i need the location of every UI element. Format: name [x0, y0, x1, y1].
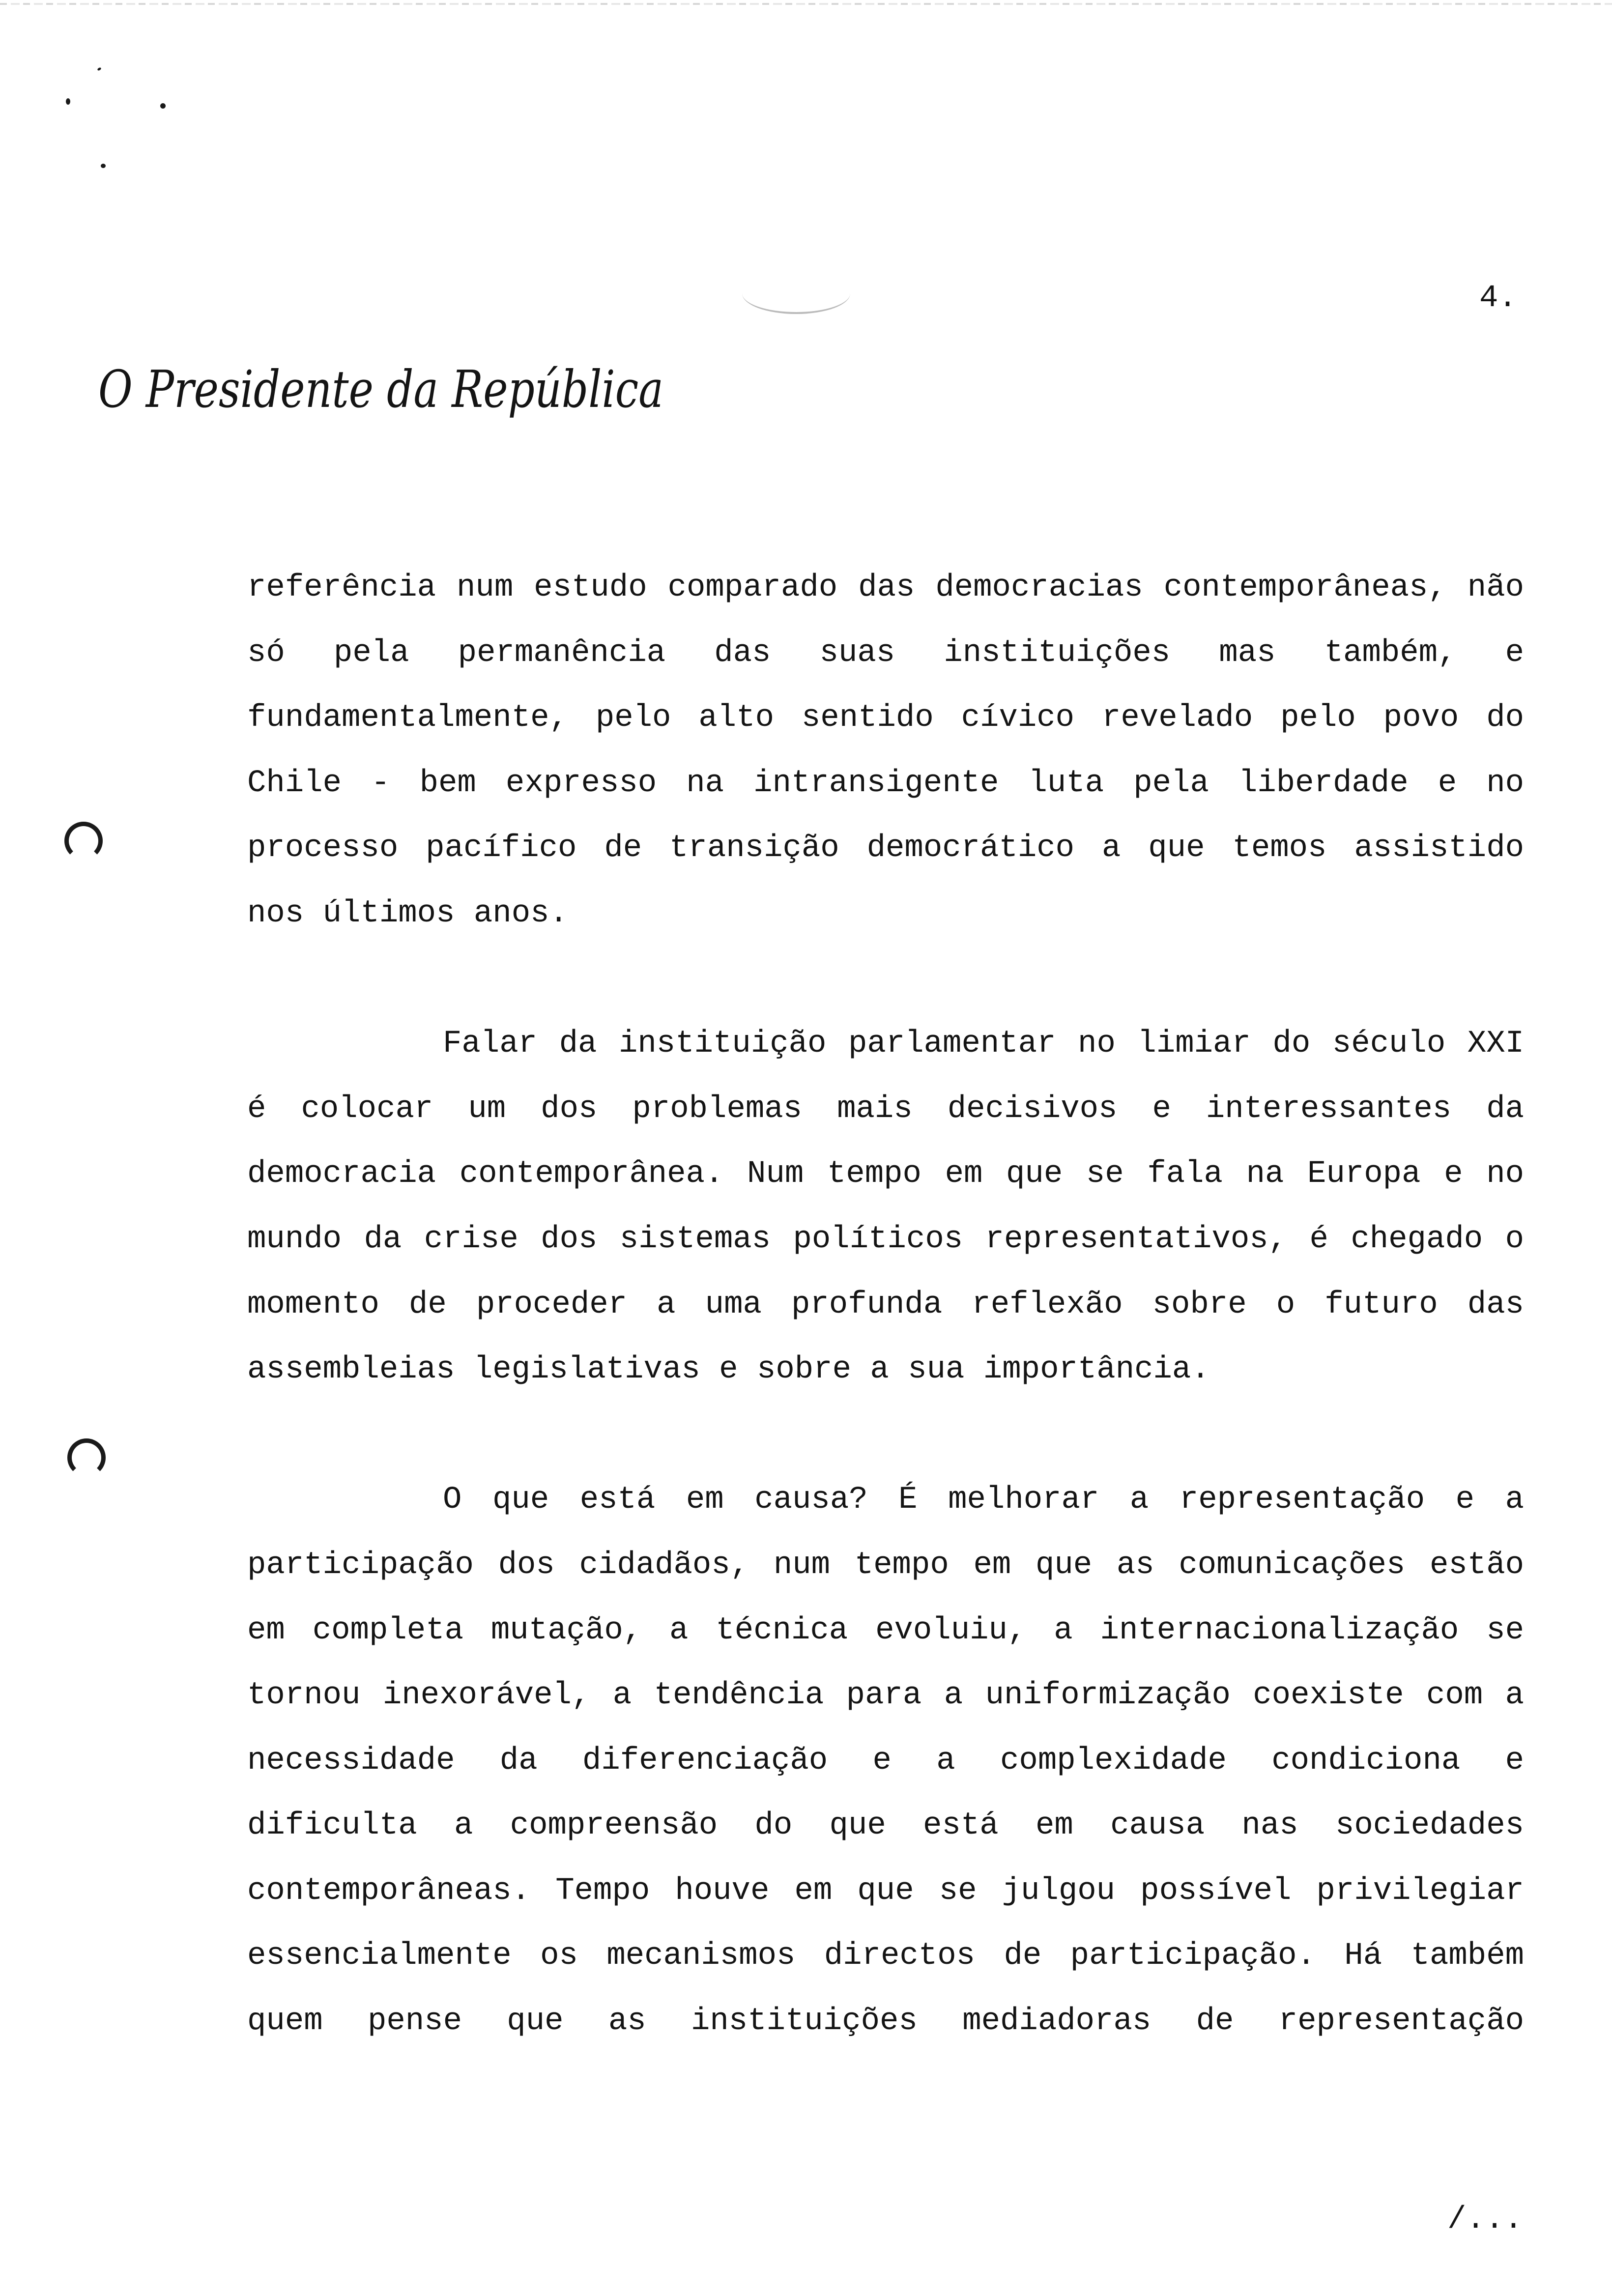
letterhead-text: O Presidente da República — [98, 359, 663, 419]
letterhead-script — [93, 354, 673, 428]
scan-edge-artifact — [0, 3, 1612, 5]
continuation-mark: /... — [1447, 2202, 1523, 2238]
paragraph-2: Falar da instituição parlamentar no limiar do século XXI é colocar um dos problemas mais decisivos e interessantes da democracia contemporânea. Num tempo em que se fala na Europa e no mundo da crise dos sistemas políticos representativos, é chegado o momento de proceder a uma profunda reflexão sobre o futuro das assembleias legislativas e sobre a sua importância. — [247, 1026, 1524, 1388]
scan-speck — [97, 67, 101, 71]
paragraph-1: referência num estudo comparado das democracias contemporâneas, não só pela permanência das suas instituições mas também, e fundamentalmente, pelo alto sentido cívico revelado pelo povo do Chile - bem expresso na intransigente luta pela liberdade e no processo pacífico de transição democrático a que temos assistido nos últimos anos. — [247, 570, 1524, 931]
letterhead — [93, 354, 673, 428]
scan-speck — [101, 164, 106, 168]
scan-smudge — [742, 273, 850, 314]
binder-hole-bottom — [67, 1438, 106, 1477]
paragraph-3: O que está em causa? É melhorar a representação e a participação dos cidadãos, num tempo em que as comunicações estão em completa mutação, a técnica evoluiu, a internacionalização se tornou inexorável, a tendência para a uniformização coexiste com a necessidade da diferenciação e a complexidade condiciona e dificulta a compreensão do que está em causa nas sociedades contemporâneas. Tempo houve em que se julgou possível privilegiar essencialmente os mecanismos directos de participação. Há também quem pense que as instituições mediadoras de representação — [247, 1482, 1524, 2039]
page-number: 4. — [1479, 281, 1517, 316]
binder-hole-top — [64, 822, 103, 860]
scan-speck — [160, 103, 166, 109]
letter-body — [247, 555, 1524, 2054]
scan-speck — [66, 98, 70, 105]
